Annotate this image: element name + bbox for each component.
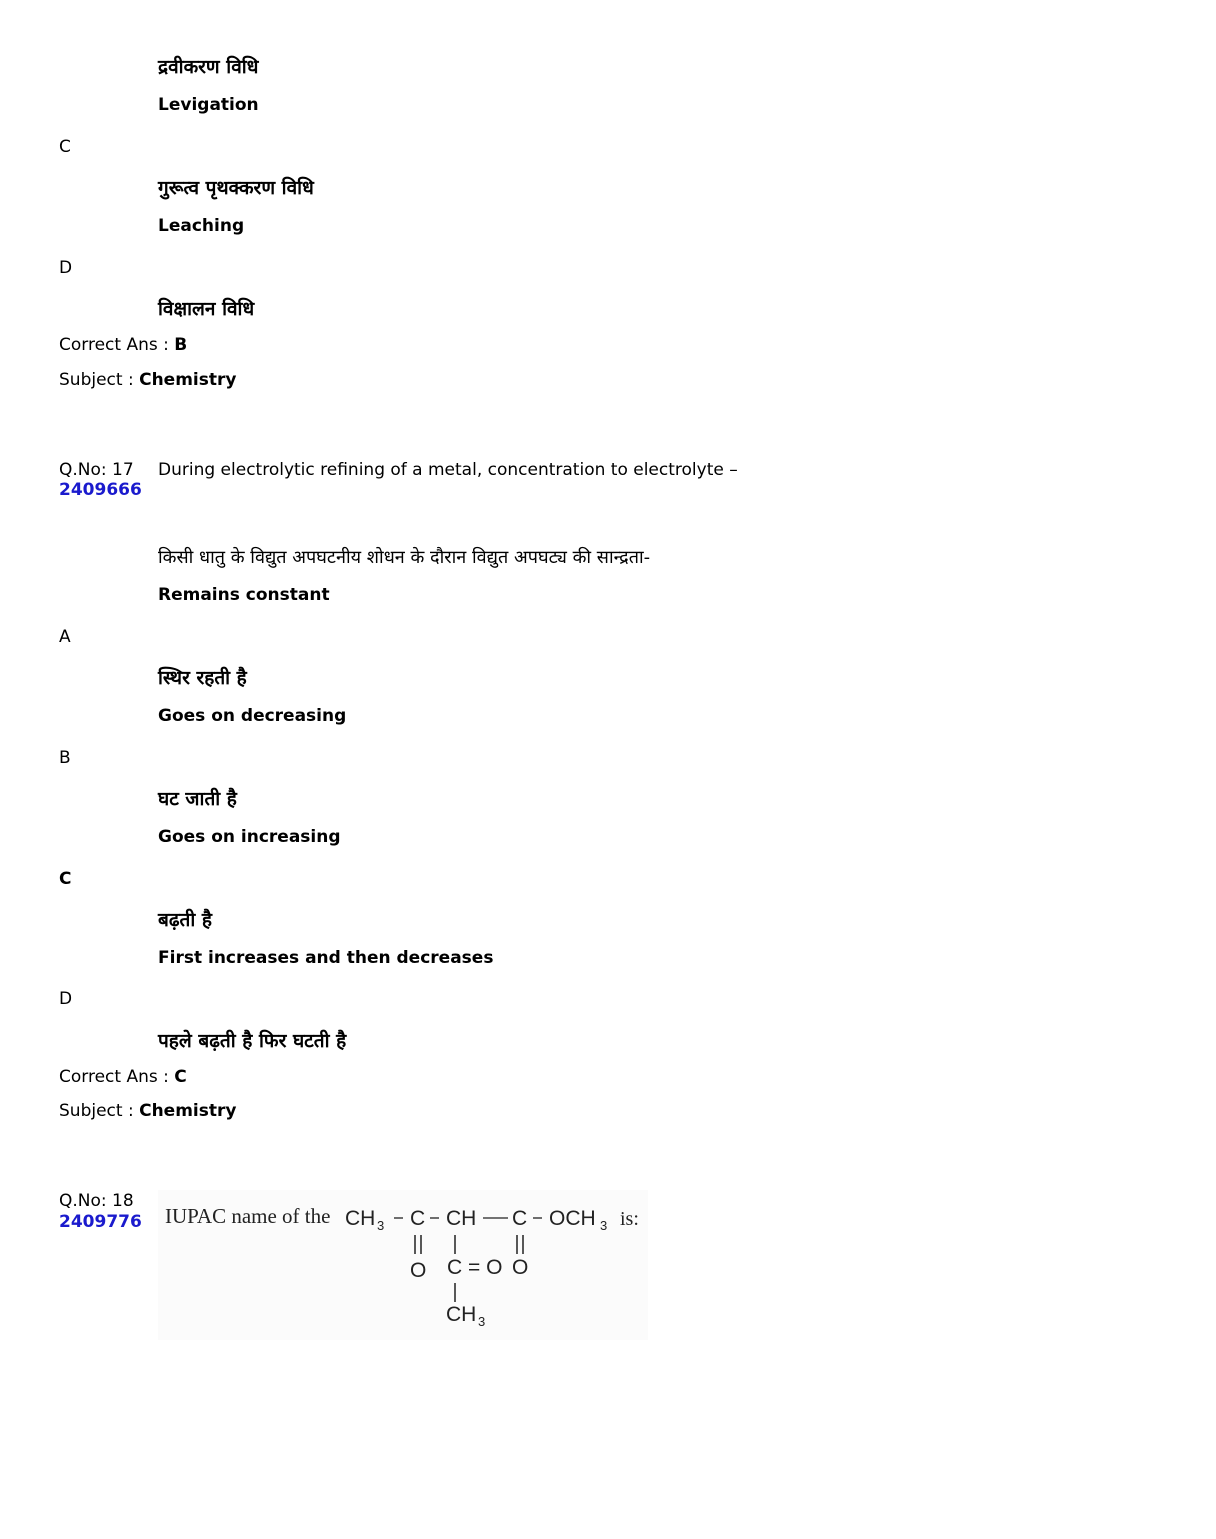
q17-number: Q.No: 17 xyxy=(59,460,134,480)
formula-ch3-bottom-sub: 3 xyxy=(478,1314,486,1329)
q16-option-b-hindi: द्रवीकरण विधि xyxy=(158,56,259,78)
formula-och3-sub: 3 xyxy=(600,1218,608,1233)
q16-option-c-letter: C xyxy=(59,137,71,157)
structural-formula xyxy=(158,1190,648,1340)
q17-question-english: During electrolytic refining of a metal, concentration to electrolyte – xyxy=(158,460,738,480)
correct-answer-value: B xyxy=(174,335,188,355)
correct-answer-label: Correct Ans : xyxy=(59,1067,169,1087)
q17-option-c-english: Goes on increasing xyxy=(158,827,341,847)
formula-prefix: IUPAC name of the xyxy=(165,1204,331,1228)
formula-carbonyl: C = O xyxy=(447,1256,503,1279)
q16-option-c-hindi: गुरूत्व पृथक्करण विधि xyxy=(158,177,314,199)
q16-correct-answer xyxy=(59,335,187,355)
q17-correct-answer xyxy=(59,1067,187,1087)
q16-option-d-hindi: विक्षालन विधि xyxy=(158,298,255,320)
q18-number: Q.No: 18 xyxy=(59,1191,134,1211)
q17-option-c-hindi: बढ़ती है xyxy=(158,909,213,931)
q17-option-b-hindi: घट जाती है xyxy=(158,788,237,810)
q16-option-c-english: Levigation xyxy=(158,95,259,115)
q17-option-d-english: First increases and then decreases xyxy=(158,948,494,968)
subject-label: Subject : xyxy=(59,370,134,390)
q17-question-hindi: किसी धातु के विद्युत अपघटनीय शोधन के दौरान विद्युत अपघट्य की सान्द्रता- xyxy=(158,547,651,568)
formula-suffix: is: xyxy=(620,1208,639,1230)
formula-carbon-3: C xyxy=(512,1207,528,1230)
q17-option-a-hindi: स्थिर रहती है xyxy=(158,667,247,689)
formula-ch3-left: CH xyxy=(345,1207,376,1230)
q17-option-d-hindi: पहले बढ़ती है फिर घटती है xyxy=(158,1030,347,1052)
correct-answer-value: C xyxy=(174,1067,187,1087)
q17-option-b-english: Goes on decreasing xyxy=(158,706,347,726)
q16-option-d-english: Leaching xyxy=(158,216,245,236)
q17-option-d-letter: D xyxy=(59,989,73,1009)
subject-value: Chemistry xyxy=(139,1101,237,1121)
formula-carbon-1: C xyxy=(410,1207,426,1230)
formula-ch3-bottom: CH xyxy=(446,1303,477,1326)
formula-ch: CH xyxy=(446,1207,477,1230)
q17-option-a-english: Remains constant xyxy=(158,585,330,605)
q16-subject xyxy=(59,370,236,390)
formula-oxygen-1: O xyxy=(410,1259,427,1282)
q17-option-c-letter-correct: C xyxy=(59,869,72,889)
formula-och3: OCH xyxy=(549,1207,596,1230)
q17-question-id: 2409666 xyxy=(59,480,142,500)
q17-subject xyxy=(59,1101,236,1121)
correct-answer-label: Correct Ans : xyxy=(59,335,169,355)
subject-label: Subject : xyxy=(59,1101,134,1121)
subject-value: Chemistry xyxy=(139,370,237,390)
q18-formula-image xyxy=(158,1190,648,1340)
q17-option-b-letter: B xyxy=(59,748,71,768)
q16-option-d-letter: D xyxy=(59,258,73,278)
formula-ch3-left-sub: 3 xyxy=(377,1218,385,1233)
q17-option-a-letter: A xyxy=(59,627,71,647)
q18-question-id: 2409776 xyxy=(59,1212,142,1232)
formula-oxygen-3: O xyxy=(512,1256,529,1279)
